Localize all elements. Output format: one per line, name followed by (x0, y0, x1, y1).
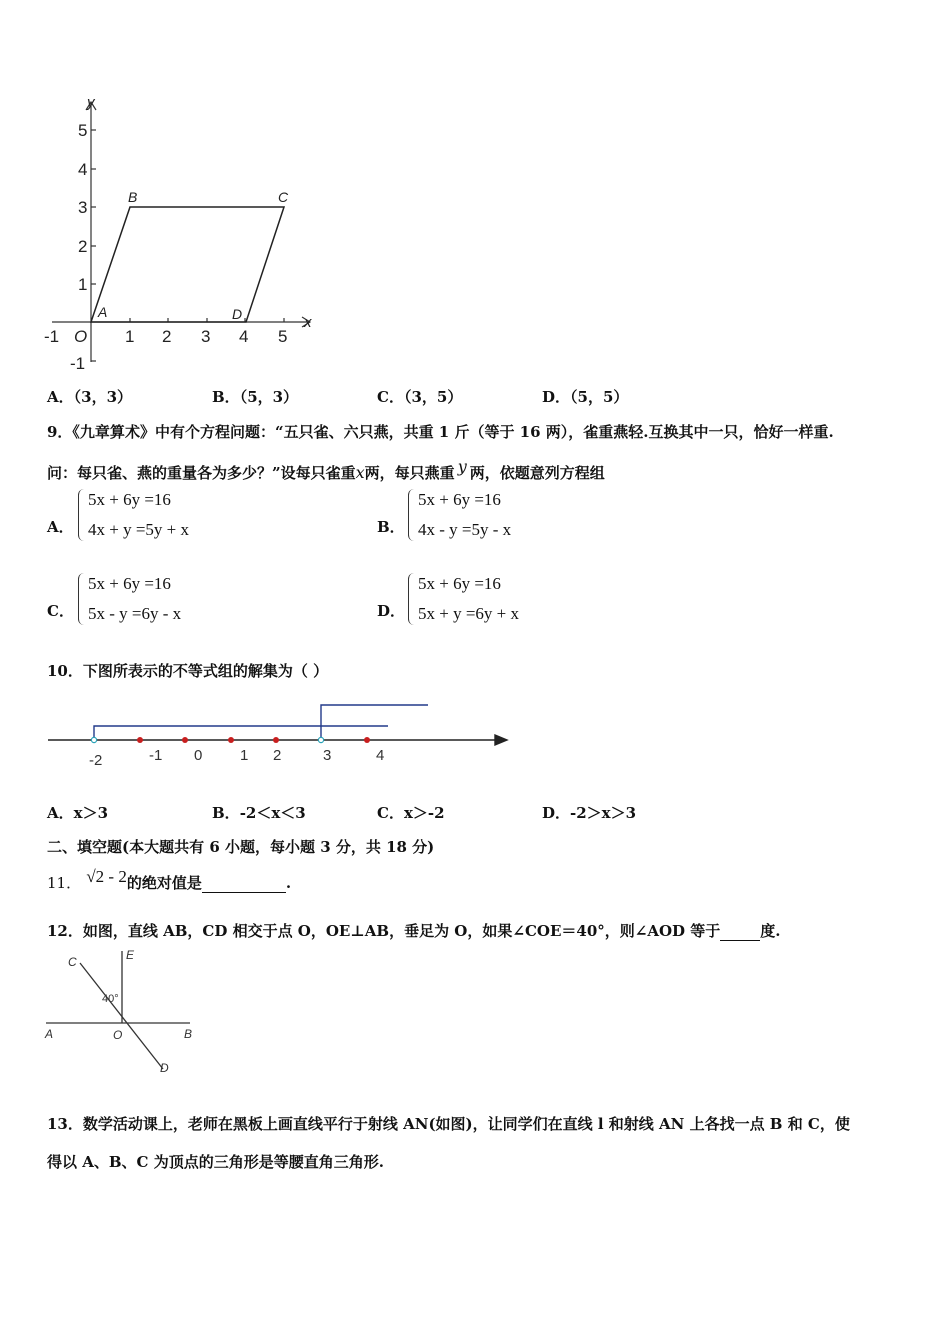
brace (408, 573, 415, 625)
q9-option-b-system[interactable]: 5x + 6y =16 4x - y =5y - x (408, 485, 568, 545)
q8-option-d[interactable]: D．（5，5） (542, 388, 629, 406)
answer-blank[interactable] (202, 874, 286, 893)
x-tick-label: 1 (125, 327, 135, 346)
q10-stem: 10．下图所表示的不等式组的解集为（ ） (47, 662, 329, 680)
point-label-d: D (232, 306, 243, 322)
open-point (91, 737, 96, 742)
tick-label: 4 (376, 747, 385, 764)
brace (408, 489, 415, 541)
point (364, 737, 370, 743)
var-x: x (355, 463, 365, 482)
q9-option-d-system[interactable]: 5x + 6y =16 5x + y =6y + x (408, 569, 568, 629)
point-label-b: B (184, 1027, 193, 1041)
x-tick-label: 2 (162, 327, 172, 346)
point-label-a: A (98, 304, 108, 320)
q8-option-b[interactable]: B．（5，3） (212, 388, 299, 406)
q13-stem-line2: 得以 A、B、C 为顶点的三角形是等腰直角三角形. (47, 1153, 384, 1171)
y-tick-label: 2 (78, 237, 88, 256)
x-tick-label: 4 (239, 327, 249, 346)
y-axis-label: y (87, 94, 95, 111)
x-tick-label: -1 (44, 327, 60, 346)
point-label-c: C (68, 955, 77, 969)
q10-option-c[interactable]: C．x＞-2 (377, 804, 445, 822)
q10-option-d[interactable]: D．-2＞x＞3 (542, 804, 637, 822)
x-tick-label: 5 (278, 327, 288, 346)
q9-option-a-letter[interactable]: A． (47, 518, 74, 536)
number-line-arrow (495, 735, 507, 745)
y-tick-label: 4 (78, 160, 88, 179)
open-point (318, 737, 323, 742)
q9-option-a-system[interactable]: 5x + 6y =16 4x + y =5y + x (78, 485, 238, 545)
x-axis-label: x (304, 314, 312, 331)
section-heading: 二、填空题(本大题共有 6 小题，每小题 3 分，共 18 分) (47, 838, 435, 856)
q8-coordinate-graph (40, 90, 330, 380)
q9-stem-line1: 9．《九章算术》中有个方程问题：“五只雀、六只燕，共重 1 斤（等于 16 两），雀重燕轻.互换其中一只，恰好一样重. (47, 423, 834, 441)
tick-label: 2 (273, 747, 282, 764)
y-tick-label: -1 (70, 354, 86, 373)
q13-stem-line1: 13．数学活动课上，老师在黑板上画直线平行于射线 AN(如图)，让同学们在直线 l 和射线 AN 上各找一点 B 和 C，使 (47, 1115, 850, 1133)
brace (78, 573, 85, 625)
answer-blank[interactable] (720, 922, 760, 941)
q9-stem-line2: 问：每只雀、燕的重量各为多少？”设每只雀重x两，每只燕重 y 两，依题意列方程组 (47, 457, 605, 482)
y-tick-label: 1 (78, 275, 88, 294)
tick-label: 3 (323, 747, 332, 764)
q10-option-b[interactable]: B．-2＜x＜3 (212, 804, 306, 822)
var-y: y (457, 457, 467, 476)
point (273, 737, 279, 743)
q12-figure (40, 945, 210, 1080)
parallelogram-abcd (91, 207, 284, 322)
tick-label: 0 (194, 747, 203, 764)
solution-bracket-right (321, 705, 428, 740)
point-label-b: B (128, 189, 138, 205)
y-tick-label: 5 (78, 121, 88, 140)
point-label-d: D (160, 1061, 169, 1075)
origin-label: O (74, 327, 88, 346)
point (182, 737, 188, 743)
brace (78, 489, 85, 541)
q11: 11． √2 - 2的绝对值是 . (47, 867, 292, 892)
point-label-e: E (126, 948, 135, 962)
x-tick-label: 3 (201, 327, 211, 346)
q9-option-c-letter[interactable]: C． (47, 602, 74, 620)
q9-option-c-system[interactable]: 5x + 6y =16 5x - y =6y - x (78, 569, 238, 629)
angle-label: 40° (102, 993, 119, 1005)
y-tick-label: 3 (78, 198, 88, 217)
tick-label: 1 (240, 747, 249, 764)
q8-option-a[interactable]: A．（3，3） (47, 388, 133, 406)
tick-label: -2 (89, 752, 103, 769)
point-label-a: A (45, 1027, 54, 1041)
tick-label: -1 (149, 747, 163, 764)
point-label-c: C (278, 189, 289, 205)
point-label-o: O (113, 1028, 123, 1042)
q8-option-c[interactable]: C．（3，5） (377, 388, 463, 406)
q9-option-b-letter[interactable]: B． (377, 518, 405, 536)
point (228, 737, 234, 743)
q9-option-d-letter[interactable]: D． (377, 602, 406, 620)
point (137, 737, 143, 743)
sqrt-expression: √2 - 2 (86, 867, 127, 886)
q10-number-line (40, 695, 520, 775)
q12-stem: 12．如图，直线 AB，CD 相交于点 O，OE⊥AB，垂足为 O，如果∠COE＝40°，则∠AOD 等于 度. (47, 922, 781, 940)
q10-option-a[interactable]: A．x＞3 (47, 804, 109, 822)
